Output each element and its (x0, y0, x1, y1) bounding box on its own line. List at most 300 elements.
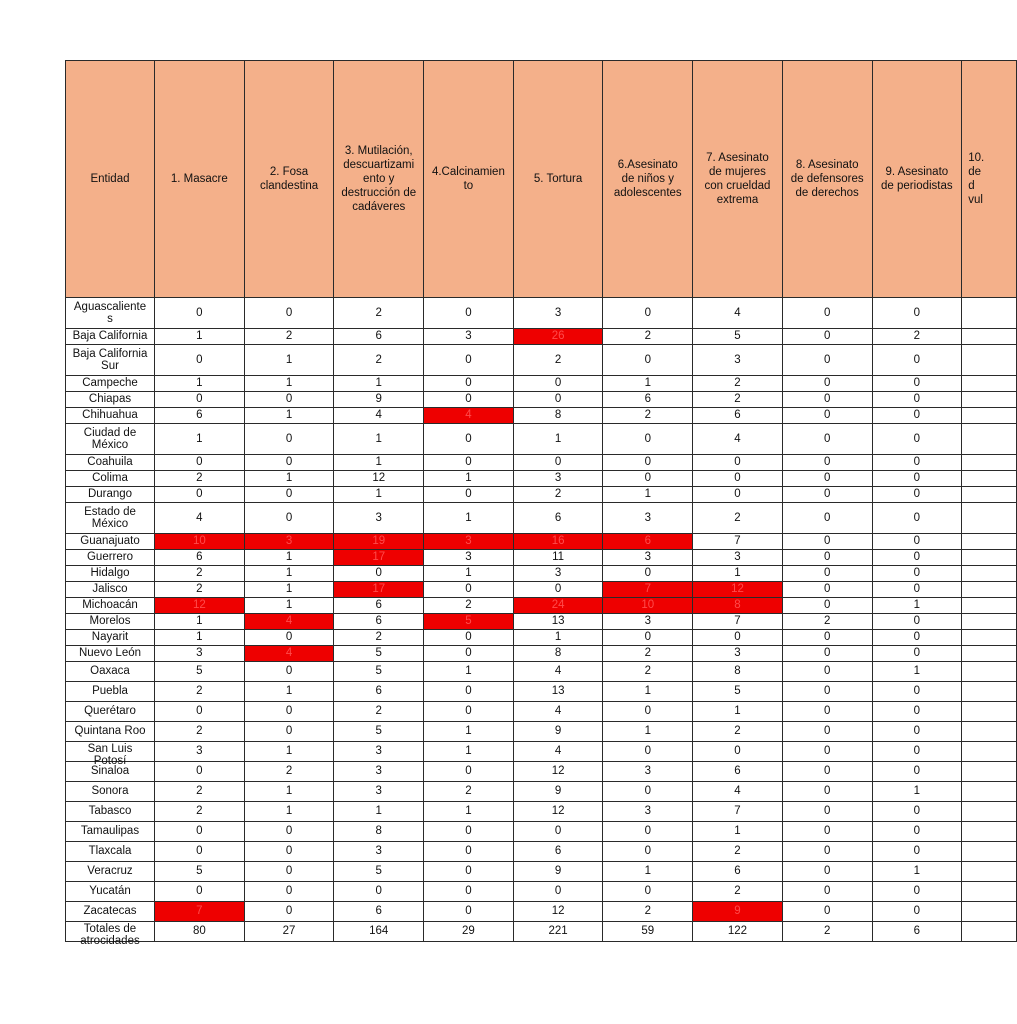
value-cell: 0 (155, 345, 245, 376)
value-cell: 1 (693, 822, 783, 842)
value-cell: 1 (424, 742, 514, 762)
value-cell: 0 (693, 742, 783, 762)
value-cell: 0 (424, 842, 514, 862)
value-cell-cutoff (962, 408, 1017, 424)
value-cell: 29 (424, 922, 514, 942)
value-cell: 6 (603, 534, 693, 550)
value-cell: 5 (334, 722, 424, 742)
value-cell: 1 (872, 862, 962, 882)
value-cell: 12 (513, 802, 603, 822)
value-cell: 1 (244, 345, 334, 376)
value-cell: 0 (872, 455, 962, 471)
value-cell: 6 (693, 862, 783, 882)
value-cell: 5 (334, 662, 424, 682)
value-cell: 4 (513, 702, 603, 722)
value-cell-cutoff (962, 582, 1017, 598)
table-row (66, 408, 1017, 424)
value-cell-cutoff (962, 842, 1017, 862)
entidad-cell (66, 408, 155, 424)
value-cell: 1 (513, 424, 603, 455)
entidad-label: Querétaro (84, 705, 136, 718)
value-cell: 0 (424, 762, 514, 782)
entidad-label: Hidalgo (90, 567, 130, 580)
value-cell: 0 (424, 376, 514, 392)
value-cell: 2 (693, 376, 783, 392)
entidad-cell (66, 566, 155, 582)
value-cell: 0 (424, 702, 514, 722)
value-cell: 0 (244, 424, 334, 455)
value-cell: 4 (424, 408, 514, 424)
value-cell: 0 (424, 424, 514, 455)
table-row (66, 902, 1017, 922)
value-cell: 0 (872, 702, 962, 722)
value-cell: 6 (334, 902, 424, 922)
value-cell: 4 (244, 614, 334, 630)
entidad-cell (66, 722, 155, 742)
value-cell: 0 (782, 882, 872, 902)
value-cell: 19 (334, 534, 424, 550)
value-cell: 10 (603, 598, 693, 614)
entidad-cell (66, 630, 155, 646)
value-cell: 0 (782, 487, 872, 503)
value-cell: 0 (872, 550, 962, 566)
value-cell: 0 (603, 782, 693, 802)
value-cell: 3 (334, 742, 424, 762)
value-cell: 17 (334, 550, 424, 566)
value-cell: 0 (603, 345, 693, 376)
value-cell: 3 (155, 646, 245, 662)
value-cell: 13 (513, 682, 603, 702)
value-cell: 0 (513, 882, 603, 902)
value-cell: 1 (872, 662, 962, 682)
value-cell: 24 (513, 598, 603, 614)
value-cell: 6 (693, 762, 783, 782)
value-cell: 0 (244, 722, 334, 742)
value-cell: 0 (782, 646, 872, 662)
value-cell: 1 (872, 598, 962, 614)
value-cell: 1 (424, 503, 514, 534)
table-row (66, 722, 1017, 742)
value-cell: 0 (244, 630, 334, 646)
value-cell: 3 (513, 471, 603, 487)
value-cell: 0 (603, 822, 693, 842)
value-cell: 12 (693, 582, 783, 598)
value-cell: 2 (603, 902, 693, 922)
value-cell: 3 (513, 298, 603, 329)
value-cell: 0 (603, 742, 693, 762)
value-cell: 0 (603, 455, 693, 471)
value-cell: 4 (155, 503, 245, 534)
entidad-label: Baja California (72, 330, 148, 343)
value-cell: 2 (334, 630, 424, 646)
value-cell: 2 (155, 722, 245, 742)
value-cell-cutoff (962, 702, 1017, 722)
value-cell: 0 (782, 902, 872, 922)
table-row (66, 534, 1017, 550)
value-cell: 1 (334, 455, 424, 471)
value-cell: 1 (334, 376, 424, 392)
value-cell: 8 (513, 646, 603, 662)
value-cell: 13 (513, 614, 603, 630)
value-cell: 7 (693, 802, 783, 822)
table-row (66, 742, 1017, 762)
value-cell: 2 (693, 503, 783, 534)
value-cell: 0 (782, 392, 872, 408)
value-cell: 0 (782, 329, 872, 345)
value-cell: 0 (244, 822, 334, 842)
value-cell: 0 (513, 376, 603, 392)
value-cell: 2 (424, 782, 514, 802)
entidad-cell (66, 471, 155, 487)
value-cell: 0 (155, 487, 245, 503)
table-row (66, 646, 1017, 662)
value-cell: 0 (693, 471, 783, 487)
value-cell: 3 (334, 503, 424, 534)
table-row (66, 298, 1017, 329)
value-cell: 2 (693, 882, 783, 902)
entidad-cell (66, 455, 155, 471)
value-cell: 2 (155, 582, 245, 598)
entidad-cell (66, 424, 155, 455)
value-cell: 0 (155, 762, 245, 782)
entidad-cell (66, 902, 155, 922)
value-cell: 0 (872, 471, 962, 487)
value-cell: 1 (244, 598, 334, 614)
value-cell: 0 (424, 582, 514, 598)
entidad-label: San Luis Potosí (87, 743, 133, 767)
value-cell: 2 (155, 682, 245, 702)
value-cell: 0 (782, 630, 872, 646)
value-cell: 0 (782, 862, 872, 882)
value-cell: 0 (244, 503, 334, 534)
value-cell: 1 (155, 376, 245, 392)
table-row (66, 662, 1017, 682)
value-cell: 221 (513, 922, 603, 942)
table-row (66, 842, 1017, 862)
value-cell-cutoff (962, 424, 1017, 455)
entidad-cell (66, 862, 155, 882)
value-cell: 9 (513, 722, 603, 742)
table-row (66, 392, 1017, 408)
column-header-9: 9. Asesinato de periodistas (872, 61, 962, 298)
value-cell: 3 (424, 329, 514, 345)
entidad-cell (66, 614, 155, 630)
table-row (66, 455, 1017, 471)
table-row (66, 882, 1017, 902)
entidad-label: Nayarit (91, 631, 129, 644)
entidad-cell (66, 298, 155, 329)
value-cell: 1 (424, 802, 514, 822)
entidad-label: Durango (87, 488, 133, 501)
value-cell: 9 (513, 862, 603, 882)
value-cell-cutoff (962, 550, 1017, 566)
entidad-label: Zacatecas (83, 905, 137, 918)
value-cell: 6 (513, 842, 603, 862)
entidad-cell (66, 534, 155, 550)
value-cell: 0 (782, 782, 872, 802)
value-cell: 5 (693, 329, 783, 345)
value-cell: 0 (782, 582, 872, 598)
value-cell: 0 (155, 842, 245, 862)
value-cell: 1 (603, 722, 693, 742)
entidad-label: Veracruz (87, 865, 133, 878)
value-cell: 1 (513, 630, 603, 646)
entidad-cell (66, 922, 155, 947)
table-row (66, 614, 1017, 630)
value-cell: 12 (513, 762, 603, 782)
value-cell: 0 (424, 487, 514, 503)
value-cell-cutoff (962, 722, 1017, 742)
value-cell: 2 (513, 487, 603, 503)
value-cell: 12 (155, 598, 245, 614)
value-cell: 1 (244, 742, 334, 762)
value-cell: 0 (424, 902, 514, 922)
atrocities-table-container (65, 60, 987, 947)
value-cell: 1 (155, 630, 245, 646)
table-row (66, 682, 1017, 702)
value-cell: 2 (782, 614, 872, 630)
entidad-label: Guerrero (86, 551, 134, 564)
value-cell: 0 (872, 582, 962, 598)
value-cell-cutoff (962, 455, 1017, 471)
value-cell: 6 (334, 598, 424, 614)
value-cell: 4 (693, 424, 783, 455)
value-cell-cutoff (962, 862, 1017, 882)
value-cell: 0 (244, 882, 334, 902)
value-cell: 0 (872, 822, 962, 842)
value-cell-cutoff (962, 614, 1017, 630)
value-cell-cutoff (962, 503, 1017, 534)
value-cell: 12 (513, 902, 603, 922)
value-cell: 0 (424, 630, 514, 646)
value-cell: 0 (603, 842, 693, 862)
value-cell: 1 (603, 487, 693, 503)
entidad-label: Yucatán (89, 885, 131, 898)
value-cell-cutoff (962, 345, 1017, 376)
value-cell: 9 (334, 392, 424, 408)
value-cell: 80 (155, 922, 245, 942)
table-body (66, 298, 1017, 947)
value-cell: 0 (244, 902, 334, 922)
value-cell-cutoff (962, 630, 1017, 646)
table-row (66, 762, 1017, 782)
value-cell: 0 (872, 503, 962, 534)
value-cell: 0 (513, 455, 603, 471)
value-cell: 164 (334, 922, 424, 942)
entidad-cell (66, 550, 155, 566)
value-cell: 0 (872, 424, 962, 455)
value-cell: 3 (693, 345, 783, 376)
value-cell: 0 (872, 722, 962, 742)
entidad-label: Campeche (82, 377, 138, 390)
value-cell-cutoff (962, 646, 1017, 662)
value-cell-cutoff (962, 762, 1017, 782)
value-cell: 0 (155, 702, 245, 722)
value-cell: 4 (693, 298, 783, 329)
value-cell: 3 (603, 550, 693, 566)
table-row (66, 424, 1017, 455)
value-cell: 0 (155, 298, 245, 329)
value-cell-cutoff (962, 471, 1017, 487)
value-cell: 2 (334, 298, 424, 329)
value-cell: 1 (424, 471, 514, 487)
value-cell: 1 (334, 487, 424, 503)
value-cell-cutoff (962, 682, 1017, 702)
value-cell: 0 (244, 392, 334, 408)
value-cell: 0 (782, 822, 872, 842)
value-cell: 8 (513, 408, 603, 424)
value-cell: 0 (693, 630, 783, 646)
value-cell: 0 (782, 376, 872, 392)
value-cell-cutoff (962, 376, 1017, 392)
value-cell: 5 (155, 662, 245, 682)
table-row (66, 802, 1017, 822)
value-cell: 7 (155, 902, 245, 922)
column-header-1: 1. Masacre (155, 61, 245, 298)
value-cell: 0 (513, 392, 603, 408)
value-cell: 1 (155, 424, 245, 455)
value-cell: 2 (603, 662, 693, 682)
entidad-label: Tamaulipas (80, 825, 140, 838)
value-cell: 2 (155, 802, 245, 822)
value-cell: 8 (693, 662, 783, 682)
value-cell: 0 (872, 882, 962, 902)
value-cell: 6 (693, 408, 783, 424)
value-cell: 1 (244, 550, 334, 566)
value-cell: 3 (334, 842, 424, 862)
header-row (66, 61, 1017, 298)
value-cell: 3 (244, 534, 334, 550)
entidad-label: Quintana Roo (74, 725, 146, 738)
table-row (66, 822, 1017, 842)
value-cell: 4 (513, 662, 603, 682)
value-cell: 2 (513, 345, 603, 376)
value-cell: 2 (782, 922, 872, 942)
value-cell: 3 (693, 646, 783, 662)
value-cell: 3 (603, 503, 693, 534)
value-cell: 2 (872, 329, 962, 345)
value-cell: 0 (424, 345, 514, 376)
value-cell: 0 (782, 298, 872, 329)
value-cell: 1 (244, 682, 334, 702)
entidad-label: Morelos (89, 615, 131, 628)
value-cell: 0 (782, 534, 872, 550)
value-cell: 0 (603, 630, 693, 646)
value-cell: 0 (782, 408, 872, 424)
value-cell: 0 (334, 882, 424, 902)
value-cell: 2 (693, 392, 783, 408)
value-cell: 0 (693, 487, 783, 503)
value-cell: 2 (244, 762, 334, 782)
value-cell: 27 (244, 922, 334, 942)
entidad-label: Oaxaca (90, 665, 130, 678)
table-row (66, 782, 1017, 802)
value-cell: 6 (334, 329, 424, 345)
value-cell: 0 (424, 682, 514, 702)
entidad-cell (66, 802, 155, 822)
value-cell: 0 (872, 646, 962, 662)
value-cell: 0 (872, 487, 962, 503)
value-cell: 3 (155, 742, 245, 762)
value-cell: 0 (155, 455, 245, 471)
value-cell: 0 (334, 566, 424, 582)
value-cell: 1 (693, 702, 783, 722)
value-cell: 3 (424, 550, 514, 566)
entidad-cell (66, 582, 155, 598)
value-cell-cutoff (962, 922, 1017, 942)
value-cell: 0 (872, 345, 962, 376)
value-cell: 0 (424, 822, 514, 842)
entidad-cell (66, 822, 155, 842)
entidad-cell (66, 842, 155, 862)
value-cell: 1 (424, 566, 514, 582)
value-cell: 6 (155, 408, 245, 424)
value-cell: 3 (693, 550, 783, 566)
entidad-label: Guanajuato (80, 535, 140, 548)
value-cell: 1 (603, 376, 693, 392)
table-row (66, 503, 1017, 534)
entidad-cell (66, 598, 155, 614)
value-cell: 6 (334, 682, 424, 702)
value-cell: 2 (693, 722, 783, 742)
value-cell: 11 (513, 550, 603, 566)
value-cell: 0 (782, 455, 872, 471)
value-cell-cutoff (962, 487, 1017, 503)
entidad-label: Jalisco (92, 583, 128, 596)
table-row (66, 471, 1017, 487)
table-row (66, 922, 1017, 942)
column-header-10: 10. de d vul (962, 61, 1017, 298)
value-cell: 0 (603, 702, 693, 722)
value-cell: 10 (155, 534, 245, 550)
value-cell: 0 (782, 503, 872, 534)
column-header-5: 5. Tortura (513, 61, 603, 298)
value-cell: 2 (603, 408, 693, 424)
entidad-label: Ciudad de México (83, 426, 137, 451)
value-cell: 0 (872, 566, 962, 582)
entidad-cell (66, 376, 155, 392)
entidad-label: Aguascaliente s (73, 300, 147, 325)
table-row (66, 630, 1017, 646)
value-cell: 2 (334, 345, 424, 376)
entidad-cell (66, 782, 155, 802)
value-cell: 7 (693, 534, 783, 550)
entidad-label: Chihuahua (82, 409, 138, 422)
value-cell-cutoff (962, 534, 1017, 550)
value-cell: 0 (872, 534, 962, 550)
entidad-cell (66, 682, 155, 702)
value-cell: 5 (693, 682, 783, 702)
value-cell: 8 (334, 822, 424, 842)
value-cell: 12 (334, 471, 424, 487)
value-cell: 1 (603, 682, 693, 702)
table-row (66, 582, 1017, 598)
value-cell-cutoff (962, 782, 1017, 802)
entidad-label: Totales de atrocidades (80, 923, 140, 947)
table-row (66, 862, 1017, 882)
value-cell: 0 (424, 455, 514, 471)
value-cell: 0 (603, 566, 693, 582)
value-cell: 3 (424, 534, 514, 550)
value-cell: 16 (513, 534, 603, 550)
value-cell-cutoff (962, 392, 1017, 408)
value-cell: 1 (155, 614, 245, 630)
column-header-4: 4.Calcinamien to (424, 61, 514, 298)
value-cell: 2 (424, 598, 514, 614)
value-cell: 3 (334, 762, 424, 782)
value-cell: 3 (603, 762, 693, 782)
value-cell: 1 (155, 329, 245, 345)
